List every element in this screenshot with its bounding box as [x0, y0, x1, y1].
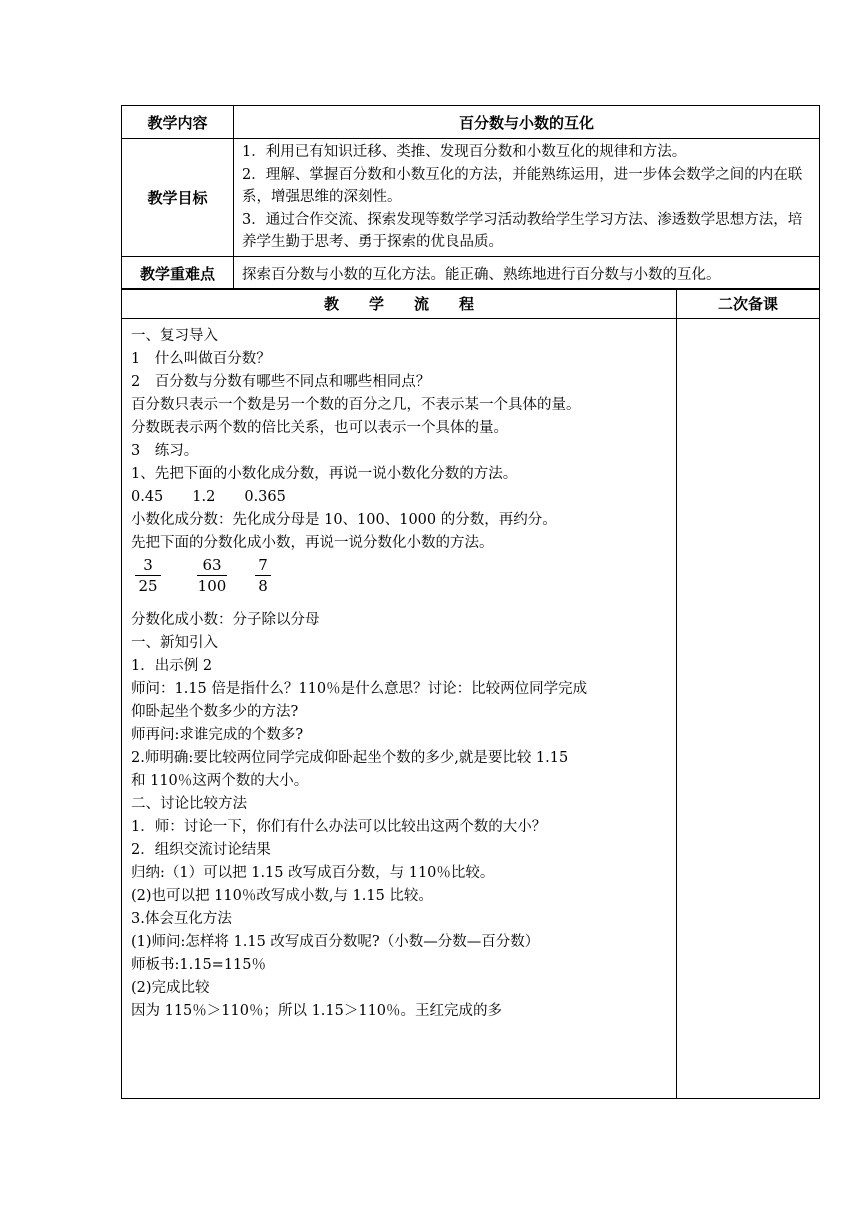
fraction-denominator: 8 [258, 577, 268, 595]
content-value: 百分数与小数的互化 [234, 106, 820, 139]
flow-line: 师再问:求谁完成的个数多? [131, 727, 304, 743]
flow-line: (2)完成比较 [131, 980, 210, 996]
fraction-denominator: 25 [138, 577, 158, 595]
flow-line: 先把下面的分数化成小数，再说一说分数化小数的方法。 [131, 535, 494, 551]
flow-body-row [122, 319, 820, 1099]
flow-lines-part-2 [131, 609, 668, 1023]
goals-row [122, 139, 820, 257]
flow-lines-part-1 [131, 325, 668, 555]
flow-header: 教 学 流 程 [122, 289, 677, 319]
flow-line: 和 110％这两个数的大小。 [131, 773, 309, 789]
fraction-denominator: 100 [197, 577, 227, 595]
flow-line: (1)师问:怎样将 1.15 改写成百分数呢?（小数—分数—百分数） [131, 934, 540, 950]
flow-line: 1．师：讨论一下，你们有什么办法可以比较出这两个数的大小？ [131, 819, 547, 835]
content-label: 教学内容 [122, 106, 234, 139]
fraction-list [131, 555, 668, 605]
fraction [255, 555, 271, 596]
flow-line: 1．出示例 2 [131, 658, 213, 674]
flow-line: 师问：1.15 倍是指什么？110％是什么意思？讨论：比较两位同学完成 [131, 681, 588, 697]
teaching-flow-table [121, 288, 820, 1099]
flow-line: 因为 115％＞110％；所以 1.15＞110％。王红完成的多 [131, 1003, 503, 1019]
flow-line: (2)也可以把 110％改写成小数,与 1.15 比较。 [131, 888, 433, 904]
goal-item-1: 1．利用已有知识迁移、类推、发现百分数和小数互化的规律和方法。 [242, 144, 687, 161]
flow-line: 分数既表示两个数的倍比关系，也可以表示一个具体的量。 [131, 420, 508, 436]
content-row [122, 106, 820, 139]
fraction-numerator: 3 [143, 556, 153, 574]
flow-line: 0.45 1.2 0.365 [131, 489, 286, 505]
flow-line: 小数化成分数：先化成分母是 10、100、1000 的分数，再约分。 [131, 512, 557, 528]
notes-cell [677, 319, 820, 1099]
flow-line: 二、讨论比较方法 [131, 796, 247, 812]
key-points-value: 探索百分数与小数的互化方法。能正确、熟练地进行百分数与小数的互化。 [234, 257, 820, 290]
flow-line: 3 练习。 [131, 443, 199, 459]
fraction-numerator: 63 [202, 556, 222, 574]
goals-label: 教学目标 [122, 139, 234, 257]
fraction-numerator: 7 [258, 556, 268, 574]
fraction [197, 555, 227, 596]
flow-line: 百分数只表示一个数是另一个数的百分之几，不表示某一个具体的量。 [131, 397, 581, 413]
flow-line: 一、新知引入 [131, 635, 218, 651]
goal-item-2: 2．理解、掌握百分数和小数互化的方法，并能熟练运用，进一步体会数学之间的内在联系，增强思维的深刻性。 [242, 166, 803, 206]
flow-line: 分数化成小数：分子除以分母 [131, 612, 320, 628]
goal-item-3: 3．通过合作交流、探索发现等数学学习活动教给学生学习方法、渗透数学思想方法，培养学生勤于思考、勇于探索的优良品质。 [242, 211, 803, 251]
flow-line: 2.师明确:要比较两位同学完成仰卧起坐个数的多少,就是要比较 1.15 [131, 750, 569, 766]
flow-header-row [122, 289, 820, 319]
flow-line: 1、先把下面的小数化成分数，再说一说小数化分数的方法。 [131, 466, 518, 482]
flow-line: 2．组织交流讨论结果 [131, 842, 271, 858]
notes-header: 二次备课 [677, 289, 820, 319]
flow-line: 一、复习导入 [131, 328, 218, 344]
lesson-info-table [121, 105, 820, 290]
flow-line: 归纳:（1）可以把 1.15 改写成百分数，与 110％比较。 [131, 865, 495, 881]
flow-line: 3.体会互化方法 [131, 911, 232, 927]
flow-line: 1 什么叫做百分数？ [131, 351, 271, 367]
fraction [135, 555, 161, 596]
key-points-label: 教学重难点 [122, 257, 234, 290]
flow-line: 2 百分数与分数有哪些不同点和哪些相同点？ [131, 374, 431, 390]
flow-line: 仰卧起坐个数多少的方法? [131, 704, 299, 720]
goals-cell [234, 139, 820, 257]
flow-content [122, 319, 677, 1099]
key-points-row [122, 257, 820, 290]
flow-line: 师板书:1.15=115％ [131, 957, 266, 973]
